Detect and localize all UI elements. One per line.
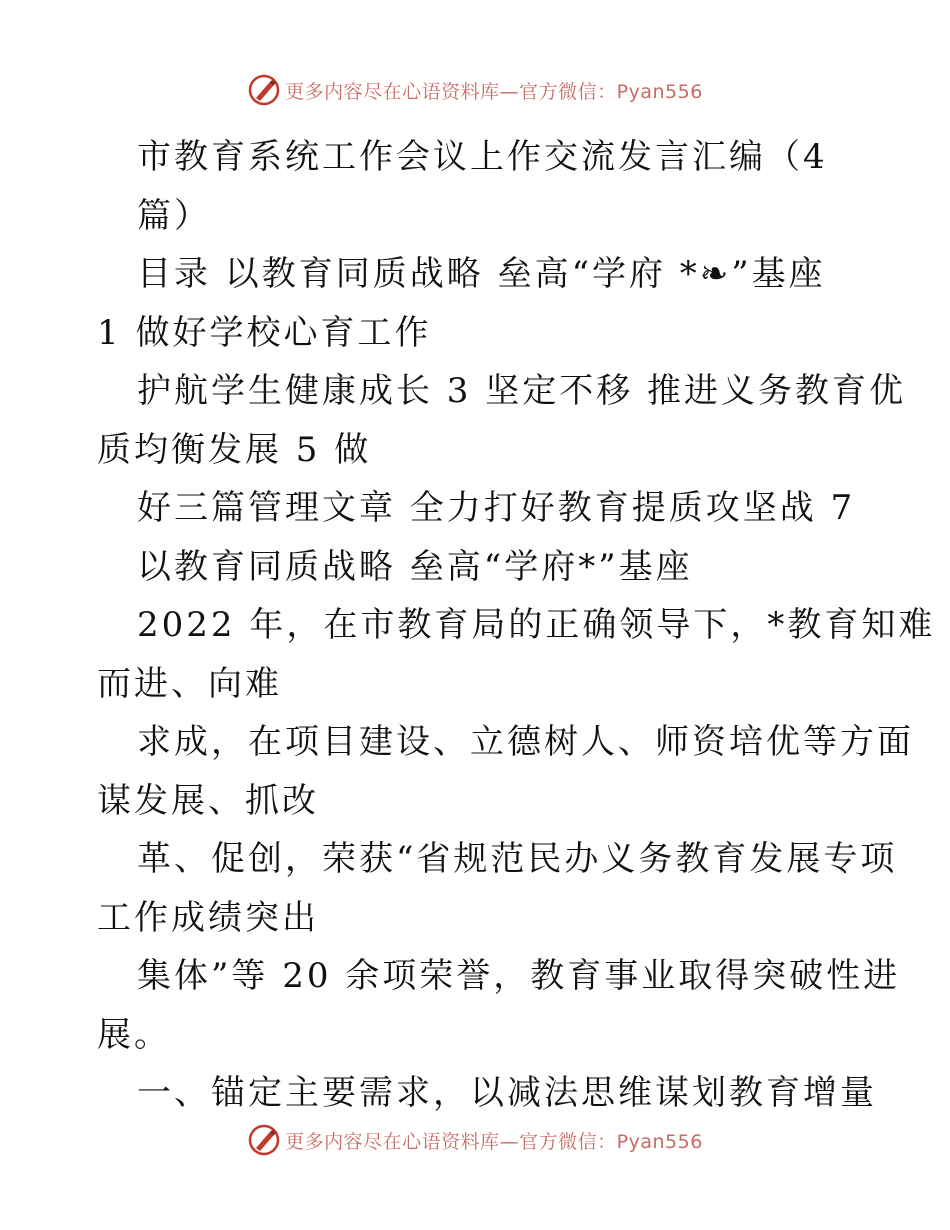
watermark-text: 更多内容尽在心语资料库—官方微信：Pyan556 <box>285 80 703 103</box>
text-line: 革、促创，荣获“省规范民办义务教育发展专项 <box>137 839 898 879</box>
text-line: 展。 <box>97 1014 171 1055</box>
text-line: 1 做好学校心育工作 <box>97 312 432 353</box>
text-line: 好三篇管理文章 全力打好教育提质攻坚战 7 <box>137 488 856 528</box>
text-line: 护航学生健康成长 3 坚定不移 推进义务教育优 <box>137 371 907 411</box>
text-line: 质均衡发展 5 做 <box>97 429 372 470</box>
text-line: 篇） <box>137 195 211 236</box>
text-line: 一、锚定主要需求，以减法思维谋划教育增量 <box>137 1073 877 1113</box>
text-line: 谋发展、抓改 <box>97 780 319 821</box>
text-line: 2022 年，在市教育局的正确领导下，*教育知难 <box>137 605 936 645</box>
text-line: 以教育同质战略 垒高“学府*”基座 <box>137 546 693 587</box>
text-line: 目录 以教育同质战略 垒高“学府 *❧”基座 <box>137 254 826 294</box>
watermark-text: 更多内容尽在心语资料库—官方微信：Pyan556 <box>285 1130 703 1153</box>
pen-logo-icon <box>247 1123 281 1157</box>
text-line: 求成，在项目建设、立德树人、师资培优等方面 <box>137 722 914 762</box>
text-line: 集体”等 20 余项荣誉，教育事业取得突破性进 <box>137 956 901 996</box>
pen-logo-icon <box>247 73 281 107</box>
text-line: 市教育系统工作会议上作交流发言汇编（4 <box>137 137 828 177</box>
document-body <box>97 128 936 1123</box>
text-line: 而进、向难 <box>97 663 282 704</box>
header-watermark <box>0 70 950 110</box>
footer-watermark <box>0 1120 950 1160</box>
text-line: 工作成绩突出 <box>97 897 319 938</box>
